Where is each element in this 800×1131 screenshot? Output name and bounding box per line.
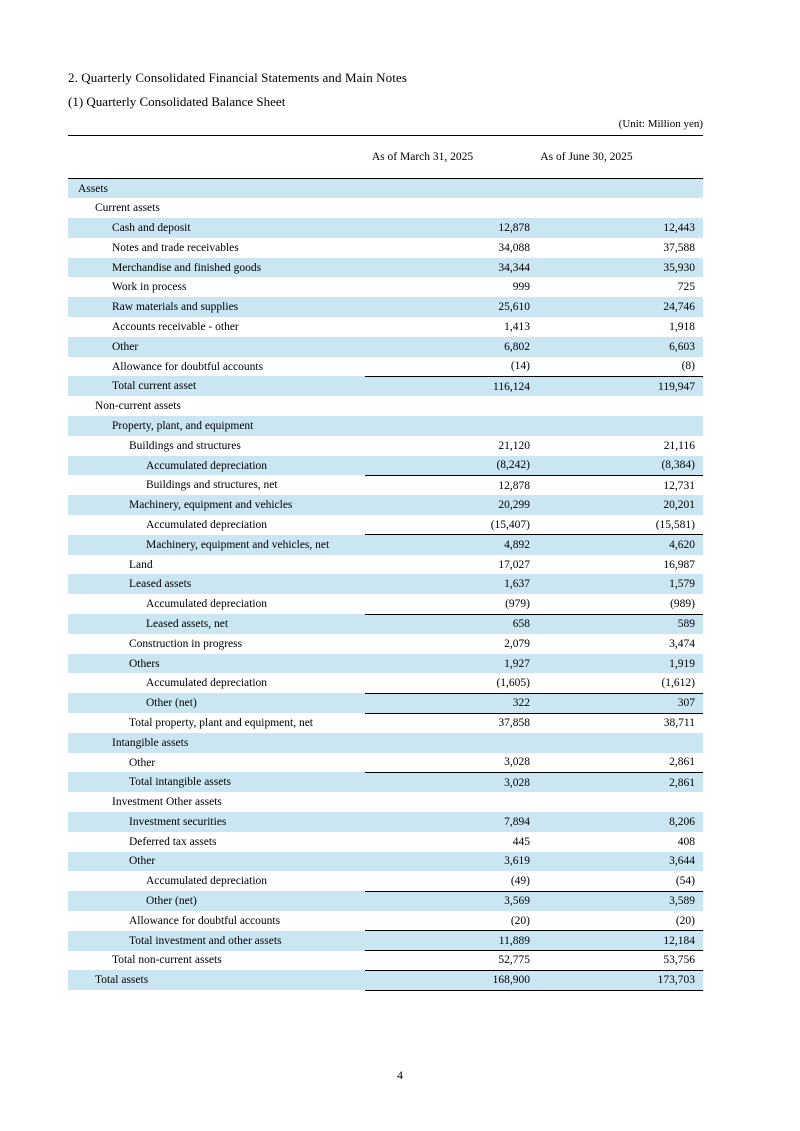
row-label: Raw materials and supplies bbox=[68, 297, 365, 317]
value-as-of-march: 116,124 bbox=[365, 376, 540, 396]
table-row bbox=[68, 179, 703, 199]
table-row bbox=[68, 574, 703, 594]
table-row bbox=[68, 673, 703, 693]
value-as-of-june bbox=[540, 179, 703, 199]
value-as-of-march: 322 bbox=[365, 693, 540, 713]
table-row bbox=[68, 654, 703, 674]
value-as-of-march: 3,028 bbox=[504, 756, 530, 769]
table-row bbox=[68, 634, 703, 654]
table-row bbox=[68, 238, 703, 258]
value-as-of-march: 3,619 bbox=[365, 852, 540, 872]
row-label: Current assets bbox=[95, 202, 160, 215]
value-as-of-march: 52,775 bbox=[365, 951, 540, 971]
table-row bbox=[68, 258, 703, 278]
value-as-of-june: 35,930 bbox=[540, 258, 703, 278]
table-row bbox=[68, 891, 703, 911]
value-as-of-march: 3,569 bbox=[365, 891, 540, 911]
table-row bbox=[68, 772, 703, 792]
row-label: Other bbox=[68, 852, 365, 872]
value-as-of-june: 53,756 bbox=[540, 951, 703, 971]
value-as-of-june: (54) bbox=[675, 875, 695, 888]
table-row bbox=[68, 436, 703, 456]
row-label: Leased assets, net bbox=[68, 614, 365, 634]
value-as-of-june: (8) bbox=[681, 360, 695, 373]
row-label: Others bbox=[68, 654, 365, 674]
value-as-of-march: 1,413 bbox=[504, 320, 530, 333]
row-label: Investment Other assets bbox=[112, 796, 222, 809]
row-label: Accumulated depreciation bbox=[68, 456, 365, 476]
table-row bbox=[68, 297, 703, 317]
page-number: 4 bbox=[397, 1068, 403, 1082]
value-as-of-march: 1,927 bbox=[365, 654, 540, 674]
row-label: Investment securities bbox=[68, 812, 365, 832]
value-as-of-march bbox=[365, 733, 540, 753]
row-label: Assets bbox=[68, 179, 365, 199]
table-row bbox=[68, 357, 703, 377]
value-as-of-march: 445 bbox=[512, 835, 530, 848]
value-as-of-march: 4,892 bbox=[365, 535, 540, 555]
value-as-of-june bbox=[540, 792, 703, 812]
value-as-of-june: 16,987 bbox=[663, 558, 695, 571]
row-label: Total non-current assets bbox=[112, 954, 222, 967]
table-row bbox=[68, 753, 703, 773]
value-as-of-march: 34,088 bbox=[498, 241, 530, 254]
value-as-of-june: 408 bbox=[677, 835, 695, 848]
value-as-of-march: 21,120 bbox=[498, 439, 530, 452]
value-as-of-march: 12,878 bbox=[365, 218, 540, 238]
table-row bbox=[68, 852, 703, 872]
row-label: Buildings and structures, net bbox=[146, 479, 278, 492]
value-as-of-june: 37,588 bbox=[663, 241, 695, 254]
value-as-of-march: 2,079 bbox=[504, 637, 530, 650]
table-row bbox=[68, 733, 703, 753]
row-label: Property, plant, and equipment bbox=[68, 416, 365, 436]
table-row bbox=[68, 277, 703, 297]
value-as-of-march: (20) bbox=[510, 914, 530, 927]
value-as-of-march: 12,878 bbox=[365, 475, 540, 495]
row-label: Total assets bbox=[68, 970, 365, 990]
value-as-of-march: 6,802 bbox=[365, 337, 540, 357]
table-row bbox=[68, 515, 703, 535]
table-row bbox=[68, 376, 703, 396]
value-as-of-march: 1,637 bbox=[365, 574, 540, 594]
table-row bbox=[68, 416, 703, 436]
value-as-of-june bbox=[540, 198, 703, 218]
value-as-of-march: 17,027 bbox=[498, 558, 530, 571]
row-label: Intangible assets bbox=[68, 733, 365, 753]
table-row bbox=[68, 614, 703, 634]
table-header-row bbox=[68, 136, 703, 179]
value-as-of-june: 173,703 bbox=[540, 970, 703, 990]
value-as-of-june: 1,579 bbox=[540, 574, 703, 594]
value-as-of-june: 24,746 bbox=[540, 297, 703, 317]
row-label: Total intangible assets bbox=[68, 772, 365, 792]
row-label: Accumulated depreciation bbox=[146, 677, 268, 690]
value-as-of-march: 3,028 bbox=[365, 772, 540, 792]
table-row bbox=[68, 555, 703, 575]
header-as-of-june: As of June 30, 2025 bbox=[540, 136, 703, 179]
value-as-of-june bbox=[540, 416, 703, 436]
value-as-of-march: 25,610 bbox=[365, 297, 540, 317]
table-row bbox=[68, 198, 703, 218]
document-content bbox=[68, 0, 703, 991]
value-as-of-june: 2,861 bbox=[540, 772, 703, 792]
row-label: Machinery, equipment and vehicles bbox=[68, 495, 365, 515]
row-label: Leased assets bbox=[68, 574, 365, 594]
value-as-of-june: (8,384) bbox=[540, 456, 703, 476]
value-as-of-march: (49) bbox=[510, 875, 530, 888]
value-as-of-june: 38,711 bbox=[540, 713, 703, 733]
value-as-of-june: 3,589 bbox=[540, 891, 703, 911]
value-as-of-june: 4,620 bbox=[540, 535, 703, 555]
value-as-of-june: 20,201 bbox=[540, 495, 703, 515]
table-row bbox=[68, 594, 703, 614]
value-as-of-march: 658 bbox=[365, 614, 540, 634]
row-label: Deferred tax assets bbox=[129, 835, 217, 848]
header-as-of-march: As of March 31, 2025 bbox=[365, 136, 540, 179]
value-as-of-march bbox=[365, 198, 540, 218]
row-label: Other bbox=[129, 756, 156, 769]
statement-title: (1) Quarterly Consolidated Balance Sheet bbox=[68, 94, 286, 109]
value-as-of-june: 6,603 bbox=[540, 337, 703, 357]
value-as-of-june: (15,581) bbox=[655, 518, 695, 531]
table-row bbox=[68, 475, 703, 495]
table-row bbox=[68, 871, 703, 891]
value-as-of-june: 12,184 bbox=[540, 931, 703, 951]
row-label: Total property, plant and equipment, net bbox=[129, 716, 313, 729]
table-row bbox=[68, 812, 703, 832]
table-row bbox=[68, 456, 703, 476]
value-as-of-june: 119,947 bbox=[540, 376, 703, 396]
table-row bbox=[68, 713, 703, 733]
row-label: Non-current assets bbox=[95, 400, 181, 413]
value-as-of-march: 37,858 bbox=[365, 713, 540, 733]
value-as-of-june: 21,116 bbox=[663, 439, 695, 452]
value-as-of-june: (20) bbox=[675, 914, 695, 927]
row-label: Construction in progress bbox=[129, 637, 243, 650]
row-label: Accounts receivable - other bbox=[112, 320, 239, 333]
value-as-of-march: 34,344 bbox=[365, 258, 540, 278]
value-as-of-march: (8,242) bbox=[365, 456, 540, 476]
row-label: Merchandise and finished goods bbox=[68, 258, 365, 278]
row-label: Notes and trade receivables bbox=[112, 241, 239, 254]
table-row bbox=[68, 832, 703, 852]
value-as-of-june: 8,206 bbox=[540, 812, 703, 832]
value-as-of-june: 12,443 bbox=[540, 218, 703, 238]
value-as-of-march bbox=[365, 792, 540, 812]
value-as-of-march: (979) bbox=[505, 597, 530, 610]
row-label: Allowance for doubtful accounts bbox=[129, 914, 281, 927]
table-row bbox=[68, 535, 703, 555]
table-row bbox=[68, 396, 703, 416]
row-label: Accumulated depreciation bbox=[146, 518, 268, 531]
row-label: Accumulated depreciation bbox=[146, 875, 268, 888]
value-as-of-march: 11,889 bbox=[365, 931, 540, 951]
row-label: Other bbox=[68, 337, 365, 357]
row-label: Work in process bbox=[112, 281, 187, 294]
value-as-of-june: 589 bbox=[540, 614, 703, 634]
value-as-of-june bbox=[540, 733, 703, 753]
value-as-of-march: (14) bbox=[510, 360, 530, 373]
value-as-of-june: 3,474 bbox=[669, 637, 695, 650]
value-as-of-march bbox=[365, 396, 540, 416]
row-label: Accumulated depreciation bbox=[146, 598, 268, 611]
table-row bbox=[68, 951, 703, 971]
header-empty-cell bbox=[68, 136, 365, 179]
value-as-of-june: 12,731 bbox=[540, 475, 703, 495]
row-label: Total investment and other assets bbox=[68, 931, 365, 951]
row-label: Machinery, equipment and vehicles, net bbox=[68, 535, 365, 555]
value-as-of-march: (15,407) bbox=[490, 518, 530, 531]
value-as-of-march: 168,900 bbox=[365, 970, 540, 990]
value-as-of-march: 7,894 bbox=[365, 812, 540, 832]
table-row bbox=[68, 317, 703, 337]
value-as-of-june: 1,918 bbox=[669, 320, 695, 333]
table-row bbox=[68, 970, 703, 990]
row-label: Other (net) bbox=[68, 891, 365, 911]
value-as-of-june: 307 bbox=[540, 693, 703, 713]
value-as-of-june: 1,919 bbox=[540, 654, 703, 674]
value-as-of-june: (989) bbox=[670, 597, 695, 610]
table-row bbox=[68, 337, 703, 357]
value-as-of-march: (1,605) bbox=[496, 677, 530, 690]
value-as-of-march: 999 bbox=[512, 281, 530, 294]
row-label: Buildings and structures bbox=[129, 439, 241, 452]
row-label: Total current asset bbox=[68, 376, 365, 396]
value-as-of-march bbox=[365, 179, 540, 199]
table-row bbox=[68, 495, 703, 515]
row-label: Cash and deposit bbox=[68, 218, 365, 238]
row-label: Land bbox=[129, 558, 153, 571]
value-as-of-june: 2,861 bbox=[669, 756, 695, 769]
value-as-of-june: 3,644 bbox=[540, 852, 703, 872]
value-as-of-march: 20,299 bbox=[365, 495, 540, 515]
row-label: Other (net) bbox=[68, 693, 365, 713]
value-as-of-june: 725 bbox=[677, 281, 695, 294]
table-row bbox=[68, 218, 703, 238]
table-row bbox=[68, 911, 703, 931]
value-as-of-june: (1,612) bbox=[661, 677, 695, 690]
value-as-of-june bbox=[540, 396, 703, 416]
section-title: 2. Quarterly Consolidated Financial Statements and Main Notes bbox=[68, 70, 407, 85]
table-body bbox=[68, 179, 703, 991]
unit-note: (Unit: Million yen) bbox=[618, 118, 703, 130]
balance-sheet-table bbox=[68, 135, 703, 991]
row-label: Allowance for doubtful accounts bbox=[112, 360, 264, 373]
table-row bbox=[68, 693, 703, 713]
table-row bbox=[68, 792, 703, 812]
table-row bbox=[68, 931, 703, 951]
value-as-of-march bbox=[365, 416, 540, 436]
